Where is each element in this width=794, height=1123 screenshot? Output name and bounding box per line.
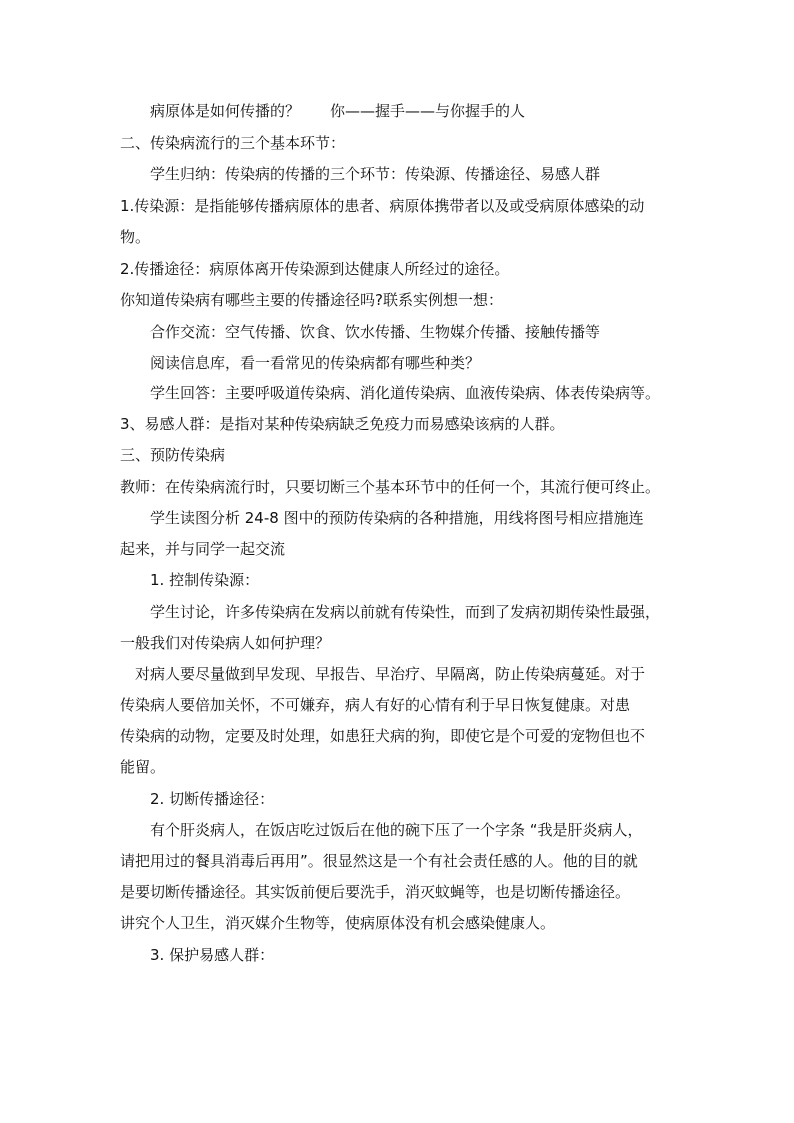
section-heading: 二、传染病流行的三个基本环节： xyxy=(120,134,346,152)
paragraph-line: 1.传染源：是指能够传播病原体的患者、病原体携带者以及或受病原体感染的动 xyxy=(120,197,645,215)
paragraph-line: 3、易感人群：是指对某种传染病缺乏免疫力而易感染该病的人群。 xyxy=(120,415,565,433)
paragraph-line: 讲究个人卫生，消灭媒介生物等，使病原体没有机会感染健康人。 xyxy=(120,914,556,932)
paragraph-line: 对病人要尽量做到早发现、早报告、早治疗、早隔离，防止传染病蔓延。对于 xyxy=(135,665,646,683)
paragraph-line: 请把用过的餐具消毒后再用”。很显然这是一个有社会责任感的人。他的目的就 xyxy=(120,852,638,870)
paragraph-line: 教师：在传染病流行时，只要切断三个基本环节中的任何一个，其流行便可终止。 xyxy=(120,478,661,496)
paragraph-line: 有个肝炎病人，在饭店吃过饭后在他的碗下压了一个字条 “我是肝炎病人， xyxy=(150,821,643,839)
paragraph-line: 学生回答：主要呼吸道传染病、消化道传染病、血液传染病、体表传染病等。 xyxy=(150,384,661,402)
paragraph-line: 病原体是如何传播的？ 你——握手——与你握手的人 xyxy=(150,102,526,120)
paragraph-line: 学生读图分析 24-8 图中的预防传染病的各种措施，用线将图号相应措施连 xyxy=(150,509,644,527)
subsection-heading: 3. 保护易感人群： xyxy=(150,946,275,964)
paragraph-line: 合作交流：空气传播、饮食、饮水传播、生物媒介传播、接触传播等 xyxy=(150,323,601,341)
subsection-heading: 2. 切断传播途径： xyxy=(150,790,275,808)
paragraph-line: 一般我们对传染病人如何护理？ xyxy=(120,634,331,652)
subsection-heading: 1. 控制传染源： xyxy=(150,571,260,589)
paragraph-line: 能留。 xyxy=(120,758,166,776)
paragraph-line: 学生归纳：传染病的传播的三个环节：传染源、传播途径、易感人群 xyxy=(150,165,601,183)
paragraph-line: 传染病的动物，定要及时处理，如患狂犬病的狗，即使它是个可爱的宠物但也不 xyxy=(120,727,646,745)
paragraph-line: 物。 xyxy=(120,228,151,246)
paragraph-line: 阅读信息库，看一看常见的传染病都有哪些种类？ xyxy=(150,354,481,372)
paragraph-line: 起来，并与同学一起交流 xyxy=(120,540,286,558)
paragraph-line: 是要切断传播途径。其实饭前便后要洗手，消灭蚊蝇等，也是切断传播途径。 xyxy=(120,883,631,901)
paragraph-line: 传染病人要倍加关怀，不可嫌弃，病人有好的心情有利于早日恢复健康。对患 xyxy=(120,696,631,714)
paragraph-line: 学生讨论，许多传染病在发病以前就有传染性，而到了发病初期传染性最强， xyxy=(150,603,661,621)
paragraph-line: 你知道传染病有哪些主要的传播途径吗?联系实例想一想： xyxy=(120,291,503,309)
section-heading: 三、预防传染病 xyxy=(120,446,226,464)
paragraph-line: 2.传播途径：病原体离开传染源到达健康人所经过的途径。 xyxy=(120,260,510,278)
